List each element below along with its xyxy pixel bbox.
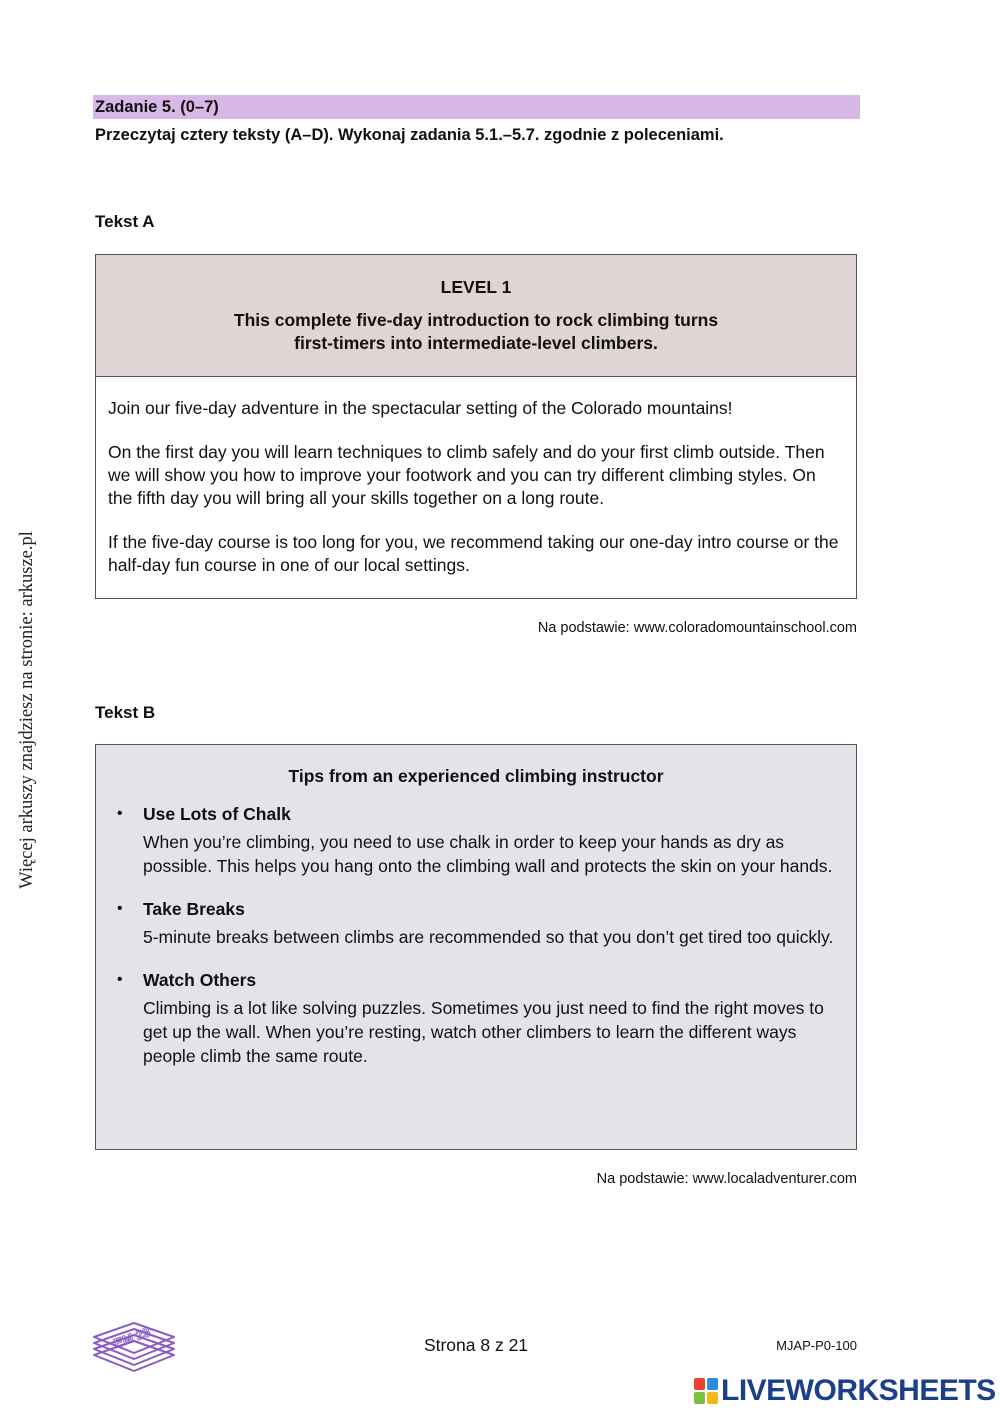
document-code: MJAP-P0-100 [776, 1338, 857, 1353]
tip-item [108, 897, 844, 949]
text-a-subtitle-line-2: first-timers into intermediate-level climbers. [294, 333, 658, 353]
tip-title: Use Lots of Chalk [143, 804, 291, 824]
bullet-icon: • [117, 805, 123, 822]
text-a-subtitle-line-1: This complete five-day introduction to rock climbing turns [233, 310, 719, 330]
bullet-icon: • [117, 900, 123, 917]
tip-title: Watch Others [143, 970, 257, 990]
tip-body: Climbing is a lot like solving puzzles. Sometimes you just need to find the right moves to get up the wall. When you’re resting, watch other climbers to learn the different ways people climb the same route. [143, 998, 824, 1066]
text-b-label: Tekst B [95, 703, 156, 722]
text-a-paragraph: Join our five-day adventure in the spectacular setting of the Colorado mountains! [108, 398, 733, 418]
bullet-icon: • [117, 971, 123, 988]
text-a-paragraph: On the first day you will learn techniques to climb safely and do your first climb outside. Then we will show you how to improve your footwork and you can try different climbing styles. On the fifth day you will bring all your skills together on a long route. [108, 442, 825, 508]
text-a-source: Na podstawie: www.coloradomountainschool.com [537, 620, 857, 636]
liveworksheets-logo[interactable] [694, 1375, 996, 1407]
liveworksheets-badge-icon [694, 1378, 718, 1404]
tip-item [108, 968, 844, 1068]
page-number: Strona 8 z 21 [423, 1335, 529, 1355]
text-a-box [95, 254, 857, 599]
text-a-body [96, 377, 856, 577]
tip-body: 5-minute breaks between climbs are recommended so that you don’t get tired too quickly. [143, 927, 834, 947]
liveworksheets-text: LIVEWORKSHEETS [721, 1374, 996, 1407]
task-header: Zadanie 5. (0–7) [93, 95, 860, 119]
em-logo-text: EM 23 [111, 1323, 153, 1351]
text-b-box [95, 744, 857, 1150]
tip-item [108, 802, 844, 878]
text-b-source: Na podstawie: www.localadventurer.com [596, 1171, 857, 1187]
side-watermark-text: Więcej arkuszy znajdziesz na stronie: arkusze.pl [17, 531, 37, 889]
task-instruction: Przeczytaj cztery teksty (A–D). Wykonaj zadania 5.1.–5.7. zgodnie z poleceniami. [95, 126, 724, 144]
text-a-level: LEVEL 1 [440, 277, 512, 297]
tip-body: When you’re climbing, you need to use chalk in order to keep your hands as dry as possible. This helps you hang onto the climbing wall and protects the skin on your hands. [143, 832, 833, 876]
text-a-header [96, 255, 856, 377]
text-b-title: Tips from an experienced climbing instructor [288, 766, 664, 786]
text-a-paragraph: If the five-day course is too long for you, we recommend taking our one-day intro course or the half-day fun course in one of our local settings. [108, 532, 839, 575]
text-a-label: Tekst A [95, 212, 155, 231]
tip-title: Take Breaks [143, 899, 245, 919]
